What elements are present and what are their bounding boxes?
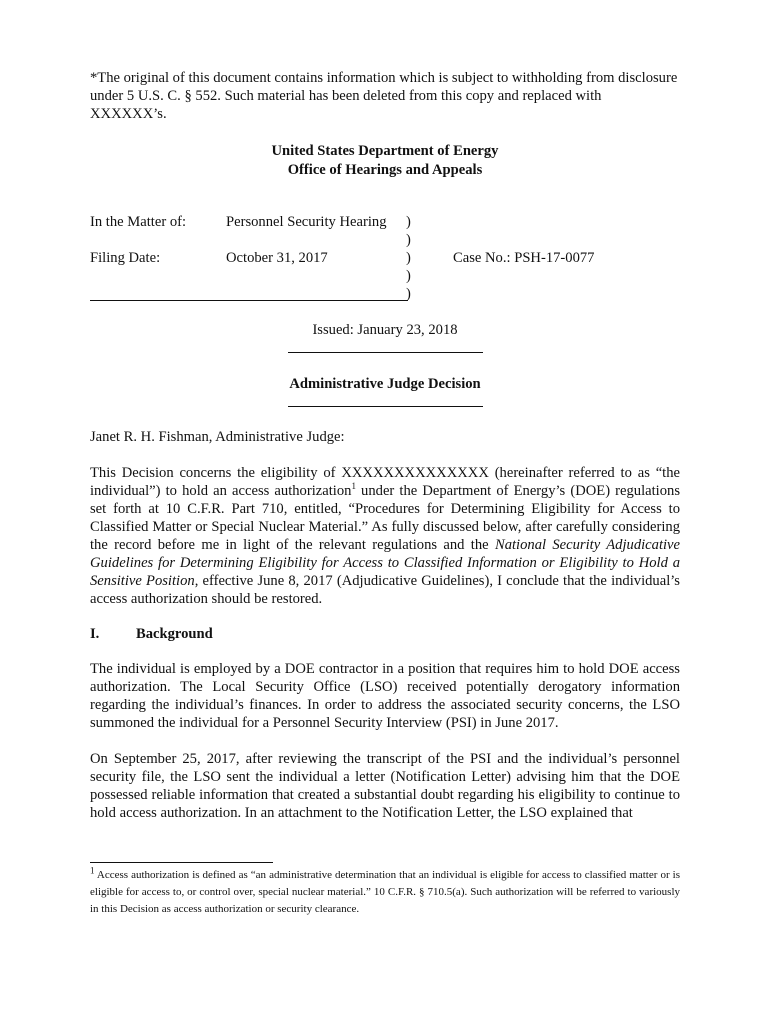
filing-date-label: Filing Date: xyxy=(90,250,161,266)
filing-date-value: October 31, 2017 xyxy=(226,250,328,266)
decision-title: Administrative Judge Decision xyxy=(289,376,481,392)
intro-text-b: under the Department of Energy’s (DOE) regulations set forth at 10 C.F.R. Part 710, entitled, “Procedures for Determining Eligibility for Access to Classified Matter or Special Nuclear Material.” As fully discussed below, after carefully considering the record before me in light of the relevant regulations and the xyxy=(90,483,681,553)
caption-underline xyxy=(90,300,408,301)
notification-paragraph: On September 25, 2017, after reviewing the transcript of the PSI and the individual’s personnel security file, the LSO sent the individual a letter (Notification Letter) advising him that the DOE possessed reliable information that created a substantial doubt regarding his eligibility to continue to hold access authorization. In an attachment to the Notification Letter, the LSO explained that xyxy=(90,751,680,821)
caption-paren: ) xyxy=(406,250,411,266)
redaction-notice: *The original of this document contains information which is subject to withholding from disclosure under 5 U.S. C. § 552. Such material has been deleted from this copy and replaced with XXXXXX’s. xyxy=(90,70,678,122)
agency-name: United States Department of Energy xyxy=(271,143,499,159)
divider-rule xyxy=(288,352,483,353)
caption-paren: ) xyxy=(406,286,411,302)
footnote-mark: 1 xyxy=(90,865,95,876)
footnote-text: Access authorization is defined as “an administrative determination that an individual is eligible for access to classified matter or is eligible for access to, or control over, special nuclear material.” 10 C.F.R. § 710.5(a). Such authorization will be referred to variously in this Decision as access authorization or security clearance. xyxy=(90,869,680,915)
issued-date: Issued: January 23, 2018 xyxy=(312,322,458,338)
intro-text-c: , effective June 8, 2017 (Adjudicative Guidelines), I conclude that the individual’s access authorization should be restored. xyxy=(90,573,680,607)
footnote-separator xyxy=(90,862,273,863)
caption-paren: ) xyxy=(406,214,411,230)
case-number: Case No.: PSH-17-0077 xyxy=(453,250,595,266)
divider-rule xyxy=(288,406,483,407)
judge-line: Janet R. H. Fishman, Administrative Judge: xyxy=(90,429,345,445)
footnote-reference: 1 xyxy=(351,481,356,492)
guidelines-title: National Security Adjudicative Guidelines for Determining Eligibility for Access to Classified Information or Eligibility to Hold a Sensitive Position xyxy=(90,537,681,589)
caption-paren: ) xyxy=(406,232,411,248)
intro-text-a: This Decision concerns the eligibility of XXXXXXXXXXXXXX (hereinafter referred to as “the individual”) to hold an access authorization xyxy=(90,465,680,499)
section-title: Background xyxy=(136,626,213,642)
office-name: Office of Hearings and Appeals xyxy=(287,162,483,178)
footnote xyxy=(90,867,680,918)
matter-label: In the Matter of: xyxy=(90,214,187,230)
background-paragraph: The individual is employed by a DOE contractor in a position that requires him to hold DOE access authorization. The Local Security Office (LSO) received potentially derogatory information regarding the individual’s finances. In order to address the associated security concerns, the LSO summoned the individual for a Personnel Security Interview (PSI) in June 2017. xyxy=(90,661,680,731)
matter-value: Personnel Security Hearing xyxy=(226,214,387,230)
intro-paragraph xyxy=(90,464,680,608)
caption-paren: ) xyxy=(406,268,411,284)
section-number: I. xyxy=(90,626,100,642)
